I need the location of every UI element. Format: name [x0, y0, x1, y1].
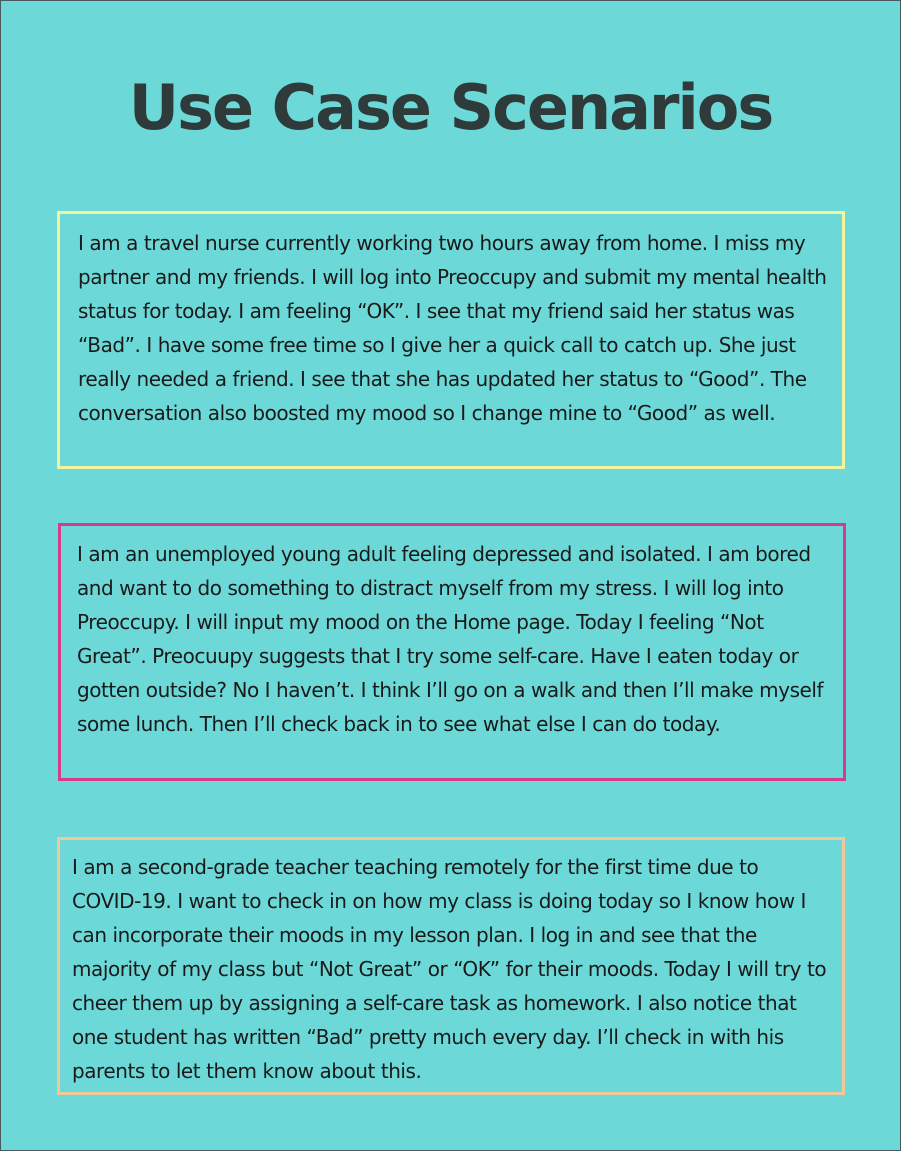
scenario-text: I am a second-grade teacher teaching remotely for the first time due to COVID-19. I want to check in on how my class is doing today so I know how I can incorporate their moods in my lesson plan. I log in and see that the majority of my class but “Not Great” or “OK” for their moods. Today I will try to cheer them up by assigning a self-care task as homework. I also notice that one student has written “Bad” pretty much every day. I’ll check in with his parents to let them know about this. [72, 855, 827, 1083]
scenario-card-teacher [57, 837, 845, 1095]
scenario-text: I am an unemployed young adult feeling depressed and isolated. I am bored and want to do something to distract myself from my stress. I will log into Preoccupy. I will input my mood on the Home page. Today I feeling “Not Great”. Preocuupy suggests that I try some self-care. Have I eaten today or gotten outside? No I haven’t. I think I’ll go on a walk and then I’ll make myself some lunch. Then I’ll check back in to see what else I can do today. [77, 542, 824, 736]
scenario-text: I am a travel nurse currently working two hours away from home. I miss my partner and my friends. I will log into Preoccupy and submit my mental health status for today. I am feeling “OK”. I see that my friend said her status was “Bad”. I have some free time so I give her a quick call to catch up. She just really needed a friend. I see that she has updated her status to “Good”. The conversation also boosted my mood so I change mine to “Good” as well. [78, 231, 827, 425]
scenario-card-travel-nurse [57, 211, 845, 469]
scenario-card-unemployed-adult [58, 523, 846, 781]
page-title: Use Case Scenarios [128, 71, 773, 144]
